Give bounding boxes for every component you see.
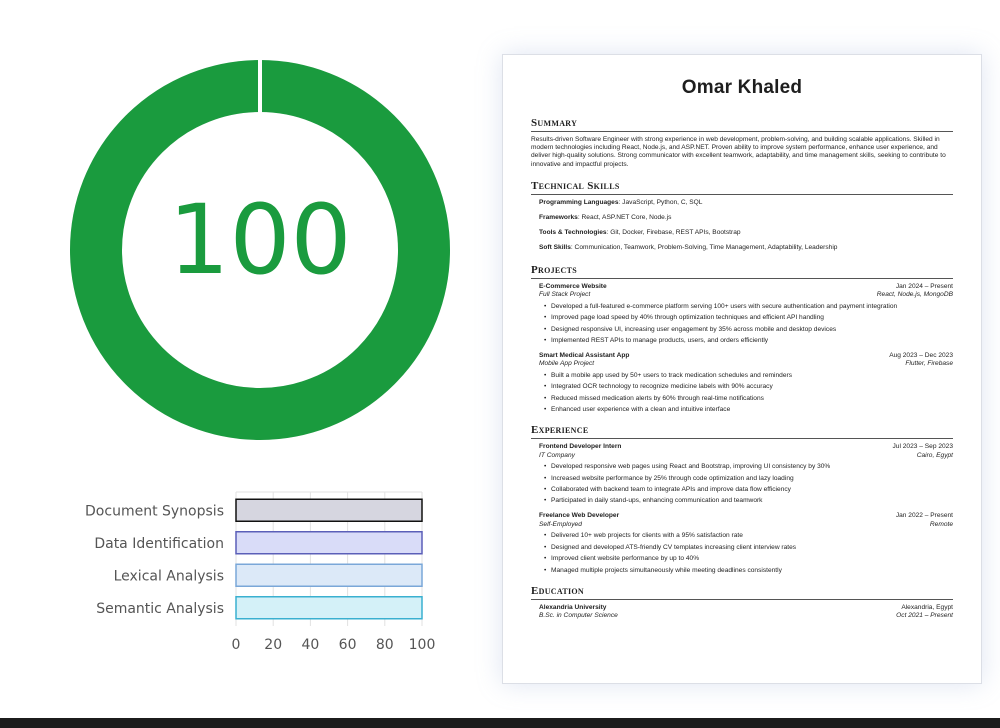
skill-value: : Communication, Teamwork, Problem-Solving, Time Management, Adaptability, Leadership — [570, 243, 838, 251]
bar — [236, 564, 422, 586]
bullet: • Managed multiple projects simultaneously while meeting deadlines consistently — [551, 567, 953, 575]
projects-list — [531, 283, 953, 414]
skill-row — [539, 229, 953, 237]
skill-value: : React, ASP.NET Core, Node.js — [577, 213, 672, 221]
school-location: Alexandria, Egypt — [901, 603, 953, 611]
tick-label: 80 — [375, 637, 394, 653]
project-date: Jan 2024 – Present — [895, 282, 953, 290]
bullet: • Developed a full-featured e-commerce platform serving 100+ users with secure authentication and payment integration — [551, 303, 953, 311]
bar — [236, 532, 422, 554]
summary-heading: Summary — [531, 117, 953, 132]
degree: B.Sc. in Computer Science — [539, 612, 618, 619]
bullet: • Increased website performance by 25% through code optimization and lazy loading — [551, 475, 953, 483]
education-date: Oct 2021 – Present — [896, 612, 953, 619]
resume-name: Omar Khaled — [681, 77, 803, 98]
skill-label: Programming Languages — [539, 198, 619, 206]
job-location: Remote — [929, 520, 953, 528]
project-title: Smart Medical Assistant App — [539, 351, 630, 359]
bullet: • Delivered 10+ web projects for clients with a 95% satisfaction rate — [551, 532, 953, 540]
category-label: Semantic Analysis — [96, 600, 224, 617]
bullet: • Improved page load speed by 40% through optimization techniques and efficient API handling — [551, 314, 953, 322]
bullet: • Designed responsive UI, increasing user engagement by 35% across mobile and desktop devices — [551, 326, 953, 334]
tick-label: 60 — [338, 637, 357, 653]
project-entry — [539, 352, 953, 414]
job-company: IT Company — [539, 451, 575, 459]
bullet: • Built a mobile app used by 50+ users to track medication schedules and reminders — [551, 372, 953, 380]
skill-label: Frameworks — [539, 213, 578, 221]
project-subtitle: Full Stack Project — [539, 291, 591, 299]
bullet: • Implemented REST APIs to manage products, users, and orders efficiently — [551, 337, 953, 345]
skill-row — [539, 199, 953, 207]
projects-heading: Projects — [531, 264, 953, 279]
bullet: • Participated in daily stand-ups, enhancing communication and teamwork — [551, 497, 953, 505]
analysis-bar-chart — [0, 486, 460, 666]
job-date: Jul 2023 – Sep 2023 — [892, 443, 953, 451]
tick-label: 40 — [301, 637, 320, 653]
tick-label: 20 — [264, 637, 283, 653]
bullet: • Reduced missed medication alerts by 60% through real-time notifications — [551, 395, 953, 403]
project-subtitle: Mobile App Project — [539, 360, 595, 368]
skill-row — [539, 214, 953, 222]
bullet: • Developed responsive web pages using React and Bootstrap, improving UI consistency by 30% — [551, 463, 953, 471]
tick-label: 100 — [408, 637, 436, 653]
bullet: • Improved client website performance by up to 40% — [551, 555, 953, 563]
bullet: • Integrated OCR technology to recognize medicine labels with 90% accuracy — [551, 383, 953, 391]
skill-row — [539, 244, 953, 252]
summary-text: Results-driven Software Engineer with strong experience in web development, problem-solving, and building scalable applications. Skilled in modern technologies including React, Node.js, and ASP.NET. Proven ability to improve system performance, enhance user experience, and deliver high-quality solutions. Strong communicator with excellent teamwork, adaptability, and time management skills, seeking to contribute to innovative and impactful projects. — [531, 136, 946, 168]
education-heading: Education — [531, 585, 953, 600]
job-company: Self-Employed — [539, 520, 582, 528]
experience-entry — [539, 512, 953, 574]
skill-label: Tools & Technologies — [539, 228, 607, 236]
tick-label: 0 — [231, 637, 241, 653]
project-tech: React, Node.js, MongoDB — [876, 291, 953, 299]
project-tech: Flutter, Firebase — [905, 360, 953, 368]
experience-heading: Experience — [531, 424, 953, 439]
skill-value: : Git, Docker, Firebase, REST APIs, Bootstrap — [606, 228, 741, 236]
skills-list — [539, 199, 953, 252]
bullet: • Collaborated with backend team to integrate APIs and improve data flow efficiency — [551, 486, 953, 494]
bottom-bar — [0, 718, 1000, 728]
job-location: Cairo, Egypt — [916, 451, 953, 459]
education-entry — [539, 604, 953, 621]
category-label: Data Identification — [94, 535, 224, 552]
experience-entry — [539, 443, 953, 505]
category-label: Lexical Analysis — [113, 568, 224, 585]
skill-value: : JavaScript, Python, C, SQL — [618, 198, 703, 206]
skills-heading: Technical Skills — [531, 180, 953, 195]
job-title: Frontend Developer Intern — [539, 443, 622, 451]
project-date: Aug 2023 – Dec 2023 — [889, 351, 953, 359]
score-value: 100 — [168, 184, 352, 296]
project-entry — [539, 283, 953, 345]
job-title: Freelance Web Developer — [539, 512, 620, 520]
project-title: E-Commerce Website — [539, 282, 607, 290]
skill-label: Soft Skills — [539, 243, 571, 251]
school-name: Alexandria University — [539, 603, 607, 611]
category-label: Document Synopsis — [85, 503, 224, 520]
bar — [236, 597, 422, 619]
experience-list — [531, 443, 953, 574]
resume-preview — [502, 54, 982, 684]
job-date: Jan 2022 – Present — [895, 512, 953, 520]
bullet: • Enhanced user experience with a clean and intuitive interface — [551, 406, 953, 414]
bullet: • Designed and developed ATS-friendly CV templates increasing client interview rates — [551, 544, 953, 552]
bar — [236, 499, 422, 521]
